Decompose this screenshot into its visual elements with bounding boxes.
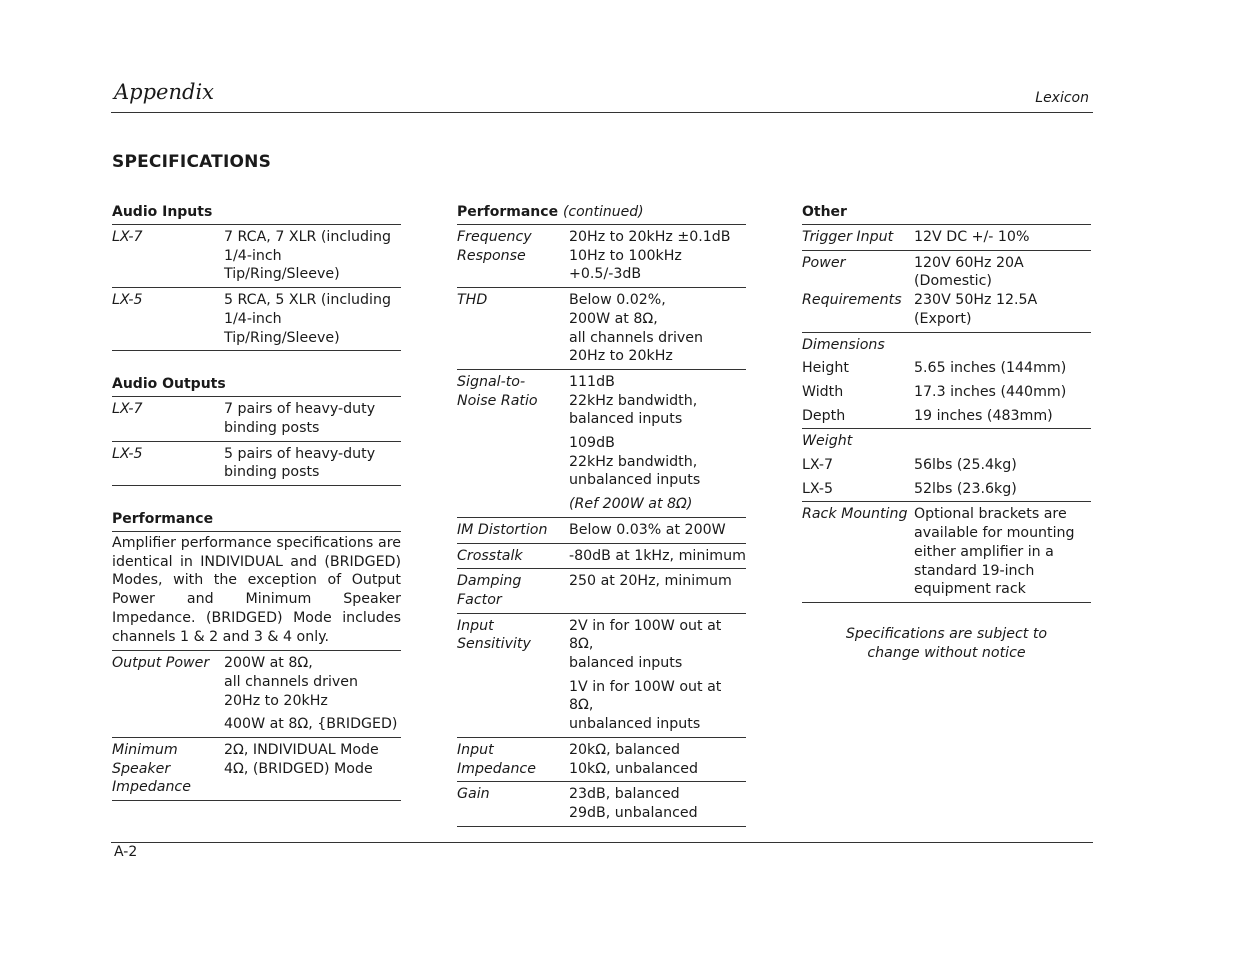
row-label: LX-7 — [802, 457, 834, 474]
label-line: Signal-to- — [457, 373, 526, 390]
row-label: Height — [802, 360, 849, 377]
value-line: all channels driven — [224, 673, 359, 690]
value-line: 5 pairs of heavy-duty — [224, 445, 376, 462]
input-impedance-row — [457, 737, 746, 781]
column-3 — [802, 203, 1091, 603]
row-label: LX-5 — [802, 480, 834, 497]
label-line: Input — [457, 741, 494, 758]
value-line: 7 pairs of heavy-duty — [224, 401, 376, 418]
thd-row — [457, 287, 746, 369]
column-1 — [112, 203, 401, 801]
row-label: Width — [802, 383, 844, 400]
row-value — [569, 373, 746, 514]
label-line: Noise Ratio — [457, 392, 538, 409]
value-line: Optional brackets are — [914, 506, 1067, 523]
value-line: binding posts — [224, 419, 320, 436]
row-label: Gain — [457, 786, 490, 803]
footnote-line: change without notice — [867, 645, 1026, 661]
row-label: LX-7 — [112, 229, 143, 245]
row-value: 250 at 20Hz, minimum — [569, 573, 732, 590]
value-line: standard 19-inch — [914, 562, 1035, 579]
row-value: 12V DC +/- 10% — [914, 229, 1030, 245]
row-value — [569, 785, 746, 822]
performance-continued-title — [457, 203, 746, 225]
crosstalk-row — [457, 543, 746, 569]
value-line: equipment rack — [914, 581, 1026, 598]
row-label — [457, 617, 569, 734]
footer-rule — [111, 842, 1093, 843]
value-line: 200W at 8Ω, — [224, 655, 313, 672]
row-value — [914, 254, 1091, 329]
value-line: 2Ω, INDIVIDUAL Mode — [224, 742, 379, 759]
row-label: THD — [457, 292, 488, 309]
value-line: balanced inputs — [569, 655, 683, 672]
value-line: binding posts — [224, 464, 320, 481]
label-line: Impedance — [112, 779, 191, 796]
value-line: 109dB — [569, 435, 615, 452]
value-line: 23dB, balanced — [569, 786, 680, 803]
power-requirements-row — [802, 250, 1091, 332]
input-sensitivity-row — [457, 613, 746, 737]
audio-inputs-lx5-row — [112, 287, 401, 351]
value-line: 400W at 8Ω, {BRIDGED) — [224, 716, 398, 733]
row-label: Weight — [802, 433, 853, 450]
value-line: 1/4-inch Tip/Ring/Sleeve) — [224, 247, 340, 283]
row-value — [569, 741, 746, 778]
trigger-input-row — [802, 225, 1091, 250]
row-value — [224, 654, 401, 734]
value-line: 111dB — [569, 373, 615, 390]
audio-outputs-lx5-row — [112, 441, 401, 486]
width-row — [802, 381, 1091, 405]
row-value: 52lbs (23.6kg) — [914, 480, 1017, 497]
rack-mounting-row — [802, 501, 1091, 603]
depth-row — [802, 405, 1091, 429]
row-label: Trigger Input — [802, 229, 894, 245]
row-value: Below 0.03% at 200W — [569, 521, 726, 538]
page-title: Appendix — [114, 80, 215, 104]
im-distortion-row — [457, 517, 746, 543]
row-value: 19 inches (483mm) — [914, 407, 1053, 424]
audio-outputs-title: Audio Outputs — [112, 375, 401, 397]
damping-factor-row — [457, 568, 746, 612]
page-number: A-2 — [114, 844, 138, 860]
label-line: Sensitivity — [457, 636, 531, 653]
label-line: Minimum — [112, 742, 178, 759]
row-label — [112, 741, 224, 797]
row-label: Rack Mounting — [802, 506, 908, 523]
audio-inputs-lx7-row — [112, 225, 401, 287]
brand-name: Lexicon — [1035, 90, 1089, 106]
reference-note: (Ref 200W at 8Ω) — [569, 496, 693, 513]
value-line: 7 RCA, 7 XLR (including — [224, 229, 391, 245]
value-line: 29dB, unbalanced — [569, 804, 698, 821]
value-line: (Export) — [914, 310, 972, 327]
dimensions-row — [802, 332, 1091, 358]
value-line: 20Hz to 20kHz ±0.1dB — [569, 229, 731, 245]
row-value: -80dB at 1kHz, minimum — [569, 547, 746, 564]
row-label: LX-5 — [112, 445, 143, 462]
label-line: Speaker — [112, 760, 171, 777]
row-label — [457, 228, 569, 284]
value-line: 5 RCA, 5 XLR (including — [224, 292, 391, 309]
row-label: Crosstalk — [457, 547, 523, 564]
value-line: 10Hz to 100kHz +0.5/-3dB — [569, 247, 682, 283]
row-value — [914, 505, 1091, 599]
continued-note: (continued) — [562, 204, 644, 220]
row-value — [224, 445, 401, 482]
row-value: 17.3 inches (440mm) — [914, 383, 1067, 400]
row-label: LX-7 — [112, 401, 143, 418]
row-label: LX-5 — [112, 292, 143, 309]
row-label: Dimensions — [802, 336, 885, 353]
row-label: Depth — [802, 407, 846, 424]
value-line: 22kHz bandwidth, — [569, 453, 698, 470]
height-row — [802, 357, 1091, 381]
value-line: 2V in for 100W out at 8Ω, — [569, 617, 722, 653]
value-line: 1/4-inch Tip/Ring/Sleeve) — [224, 310, 340, 346]
weight-lx5-row — [802, 478, 1091, 502]
value-line: all channels driven — [569, 329, 704, 346]
weight-row — [802, 428, 1091, 454]
label-line: Requirements — [802, 292, 902, 309]
gain-row — [457, 781, 746, 826]
value-line: 200W at 8Ω, — [569, 310, 658, 327]
column-2 — [457, 203, 746, 827]
row-value — [224, 400, 401, 437]
footnote-line: Specifications are subject to — [845, 626, 1048, 642]
row-value — [224, 228, 401, 284]
row-label: Output Power — [112, 655, 210, 672]
value-line: either amplifier in a — [914, 543, 1054, 560]
row-value: 5.65 inches (144mm) — [914, 360, 1067, 377]
min-impedance-row — [112, 737, 401, 801]
row-value — [569, 617, 746, 734]
audio-inputs-title: Audio Inputs — [112, 203, 401, 225]
value-line: available for mounting — [914, 525, 1075, 542]
row-value — [569, 291, 746, 366]
value-line: 230V 50Hz 12.5A — [914, 292, 1038, 309]
value-line: Below 0.02%, — [569, 292, 666, 309]
row-value — [224, 741, 401, 797]
value-line: unbalanced inputs — [569, 716, 701, 733]
row-label — [802, 254, 914, 329]
title-text: Performance — [457, 204, 559, 220]
audio-outputs-lx7-row — [112, 397, 401, 440]
output-power-row — [112, 650, 401, 737]
row-label — [457, 741, 569, 778]
other-title: Other — [802, 203, 1091, 225]
row-value — [569, 228, 746, 284]
value-line: 10kΩ, unbalanced — [569, 760, 698, 777]
row-value: 56lbs (25.4kg) — [914, 457, 1017, 474]
row-value — [224, 291, 401, 347]
label-line: Input — [457, 617, 494, 634]
value-line: 1V in for 100W out at 8Ω, — [569, 678, 722, 714]
value-line: 22kHz bandwidth, — [569, 392, 698, 409]
performance-title: Performance — [112, 510, 401, 532]
weight-lx7-row — [802, 454, 1091, 478]
label-line: Frequency — [457, 229, 532, 245]
section-heading: SPECIFICATIONS — [112, 152, 272, 172]
value-line: (Domestic) — [914, 273, 992, 290]
value-line: 20Hz to 20kHz — [569, 348, 673, 365]
value-line: balanced inputs — [569, 411, 683, 428]
specifications-footnote — [802, 625, 1091, 663]
snr-row — [457, 369, 746, 517]
value-line: unbalanced inputs — [569, 472, 701, 489]
header-rule — [111, 112, 1093, 113]
value-line: 120V 60Hz 20A — [914, 254, 1024, 271]
value-line: 4Ω, (BRIDGED) Mode — [224, 760, 373, 777]
row-label: IM Distortion — [457, 521, 548, 538]
row-label — [457, 373, 569, 514]
value-line: 20Hz to 20kHz — [224, 692, 328, 709]
frequency-response-row — [457, 225, 746, 287]
label-line: Impedance — [457, 760, 536, 777]
label-line: Power — [802, 254, 846, 271]
label-line: Response — [457, 247, 526, 264]
performance-paragraph: Amplifier performance specifications are identical in INDIVIDUAL and (BRIDGED) Modes, with the exception of Output Power and Minimum Speaker Impedance. (BRIDGED) Mode includes channels 1 & 2 and 3 & 4 only. — [112, 535, 401, 645]
row-label: Damping Factor — [457, 573, 522, 608]
value-line: 20kΩ, balanced — [569, 741, 680, 758]
